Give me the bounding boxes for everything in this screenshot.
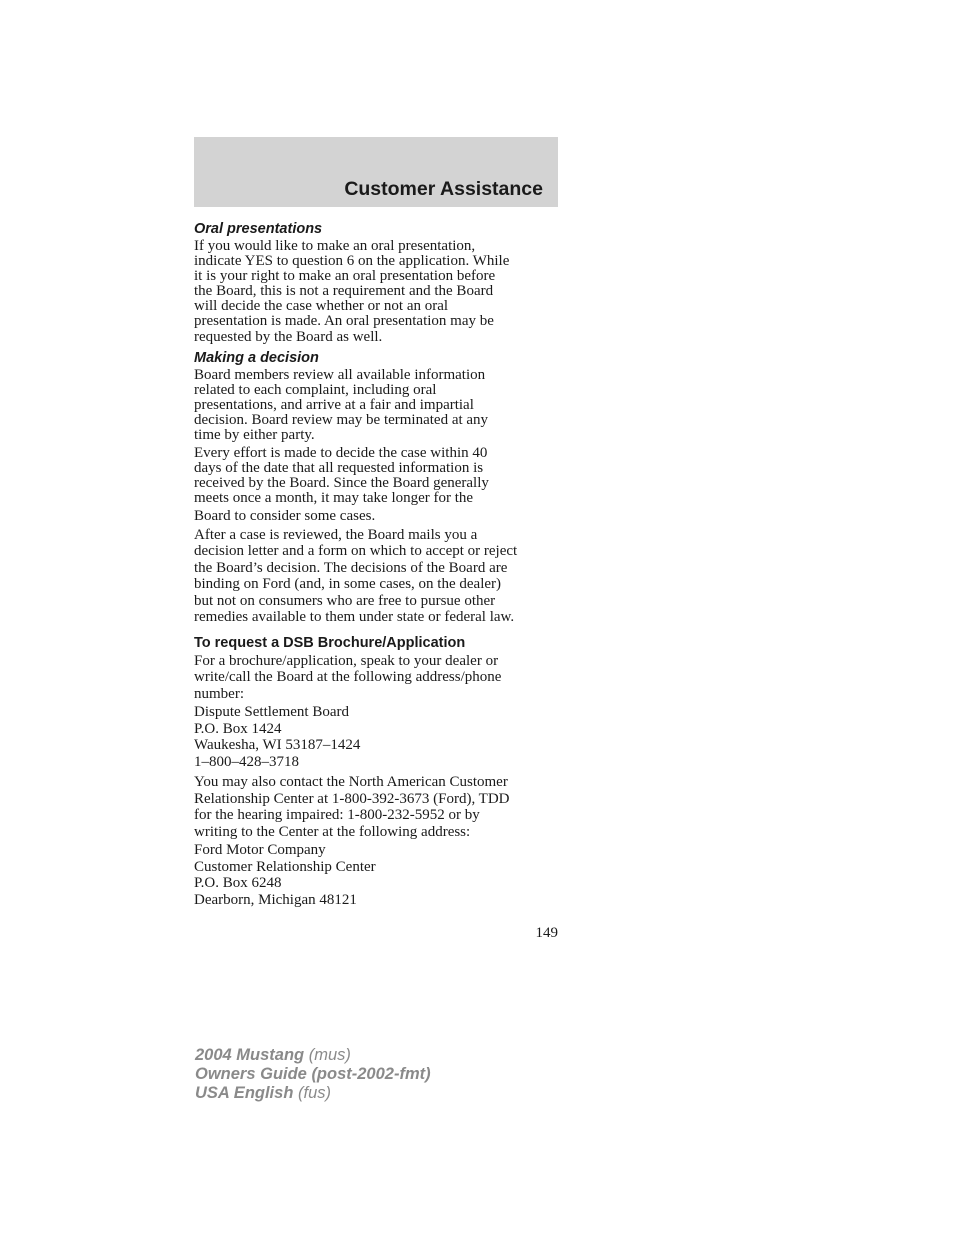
paragraph-oral-presentations bbox=[194, 239, 566, 345]
text-line: remedies available to them under state or federal law. bbox=[194, 609, 515, 626]
text-line: presentations, and arrive at a fair and impartial bbox=[194, 396, 474, 413]
text-line: will decide the case whether or not an oral bbox=[194, 298, 449, 315]
phone-number: 1–800–428–3718 bbox=[194, 753, 299, 770]
paragraph-decision-letter bbox=[194, 527, 566, 626]
heading-oral-presentations: Oral presentations bbox=[194, 221, 323, 237]
paragraph-board-review bbox=[194, 368, 566, 443]
text-line: indicate YES to question 6 on the application. While bbox=[194, 253, 510, 270]
text-line: requested by the Board as well. bbox=[194, 328, 383, 345]
address-line: Dearborn, Michigan 48121 bbox=[194, 891, 357, 908]
section-header-band bbox=[194, 137, 558, 207]
heading-request-brochure: To request a DSB Brochure/Application bbox=[194, 634, 466, 651]
text-line: Board members review all available information bbox=[194, 366, 486, 383]
address-line: Waukesha, WI 53187–1424 bbox=[194, 737, 361, 754]
text-line: number: bbox=[194, 685, 244, 702]
text-line: the Board, this is not a requirement and the Board bbox=[194, 283, 494, 300]
text-line: If you would like to make an oral presentation, bbox=[194, 238, 476, 254]
text-line: but not on consumers who are free to pursue other bbox=[194, 592, 496, 609]
page-content bbox=[194, 220, 566, 908]
paragraph-brochure-request bbox=[194, 653, 566, 703]
address-ford-motor-company bbox=[194, 842, 566, 908]
document-footer bbox=[195, 1046, 431, 1103]
text-line: writing to the Center at the following address: bbox=[194, 823, 471, 840]
text-line: Relationship Center at 1-800-392-3673 (Ford), TDD bbox=[194, 790, 510, 807]
footer-line-language bbox=[195, 1084, 431, 1103]
text-line: binding on Ford (and, in some cases, on the dealer) bbox=[194, 576, 502, 593]
text-line: write/call the Board at the following address/phone bbox=[194, 669, 502, 686]
footer-language-code: (fus) bbox=[298, 1084, 331, 1102]
footer-line-model bbox=[195, 1046, 431, 1065]
text-line: it is your right to make an oral presentation before bbox=[194, 268, 496, 285]
text-line: After a case is reviewed, the Board mails you a bbox=[194, 526, 478, 543]
text-line: meets once a month, it may take longer for the bbox=[194, 490, 474, 507]
paragraph-decision-timing bbox=[194, 446, 566, 523]
text-line: decision letter and a form on which to accept or reject bbox=[194, 543, 518, 560]
text-line: You may also contact the North American Customer bbox=[194, 774, 508, 791]
text-line: decision. Board review may be terminated at any bbox=[194, 411, 489, 428]
footer-line-guide bbox=[195, 1065, 431, 1084]
page-number: 149 bbox=[535, 925, 558, 941]
address-line: Ford Motor Company bbox=[194, 842, 326, 859]
address-line: Customer Relationship Center bbox=[194, 858, 376, 875]
footer-guide: Owners Guide (post-2002-fmt) bbox=[195, 1065, 431, 1083]
footer-language: USA English bbox=[195, 1084, 294, 1102]
paragraph-customer-relationship-center bbox=[194, 774, 566, 840]
address-line: P.O. Box 1424 bbox=[194, 720, 282, 737]
text-line: Every effort is made to decide the case within 40 bbox=[194, 445, 488, 462]
address-dispute-settlement-board bbox=[194, 704, 566, 770]
footer-model: 2004 Mustang bbox=[195, 1046, 305, 1064]
text-line: presentation is made. An oral presentation may be bbox=[194, 313, 494, 330]
text-line: related to each complaint, including oral bbox=[194, 381, 437, 398]
address-line: P.O. Box 6248 bbox=[194, 875, 282, 892]
section-title: Customer Assistance bbox=[344, 178, 543, 200]
text-line: Board to consider some cases. bbox=[194, 507, 376, 524]
text-line: days of the date that all requested information is bbox=[194, 460, 484, 477]
address-line: Dispute Settlement Board bbox=[194, 704, 349, 721]
footer-model-code: (mus) bbox=[308, 1046, 351, 1064]
text-line: For a brochure/application, speak to your dealer or bbox=[194, 652, 499, 669]
heading-making-a-decision: Making a decision bbox=[194, 349, 319, 366]
text-line: time by either party. bbox=[194, 427, 315, 444]
text-line: the Board’s decision. The decisions of the Board are bbox=[194, 559, 508, 576]
text-line: received by the Board. Since the Board generally bbox=[194, 475, 489, 492]
text-line: for the hearing impaired: 1-800-232-5952 or by bbox=[194, 807, 480, 824]
